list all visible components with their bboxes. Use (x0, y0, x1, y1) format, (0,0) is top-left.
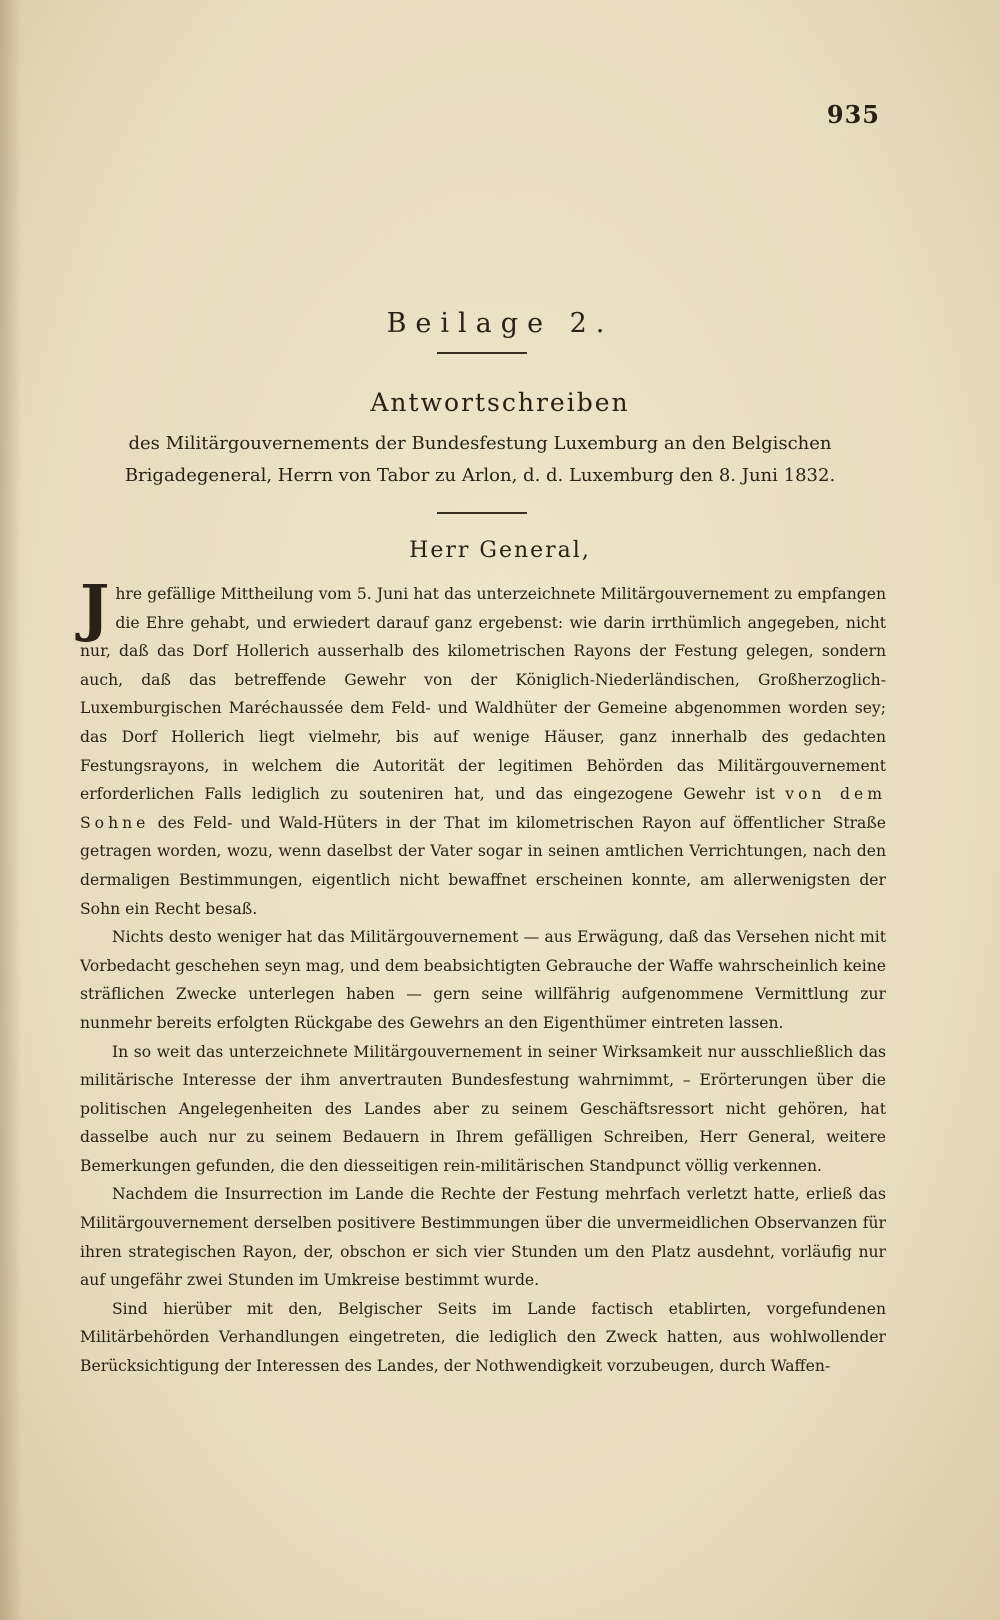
paragraph-3: In so weit das unterzeichnete Militärgouvernement in seiner Wirksamkeit nur ausschließlich das militärische Interesse der ihm anvertrauten Bundesfestung wahrnimmt, – Erörterungen über die politischen Angelegenheiten des Landes aber zu seinem Geschäftsressort nicht gehören, hat dasselbe auch nur zu seinem Bedauern in Ihrem gefälligen Schreiben, Herr General, weitere Bemerkungen gefunden, die den diesseitigen rein-militärischen Standpunct völlig verkennen. (80, 1042, 886, 1175)
emphasized-text: von dem Sohne (80, 785, 886, 832)
subtitle-divider (437, 512, 527, 514)
paragraph-1-text-b: des Feld- und Wald-Hüters in der That im kilometrischen Rayon auf öffentlicher Straße getragen worden, wozu, wenn daselbst der Vater sogar in seinen amtlichen Verrichtungen, nach den dermaligen Bestimmungen, eigentlich nicht bewaffnet erscheinen konnte, am allerwenigsten der Sohn ein Recht besaß. (80, 813, 886, 918)
paragraph-1 (80, 571, 886, 923)
page-number: 935 (826, 100, 880, 129)
binding-shadow (0, 0, 22, 1620)
paragraph-5: Sind hierüber mit den, Belgischer Seits im Lande factisch etablirten, vorgefundenen Militärbehörden Verhandlungen eingetreten, die lediglich den Zweck hatten, aus wohlwollender Berücksichtigung der Interessen des Landes, der Nothwendigkeit vorzubeugen, durch Waffen- (80, 1299, 886, 1376)
letter-title: Antwortschreiben (370, 388, 630, 417)
letter-subtitle: des Militärgouvernements der Bundesfestung Luxemburg an den Belgischen Brigadegeneral, Herrn von Tabor zu Arlon, d. d. Luxemburg den 8. Juni 1832. (124, 433, 836, 486)
appendix-heading: Beilage 2. (386, 308, 614, 339)
paragraph-2: Nichts desto weniger hat das Militärgouvernement — aus Erwägung, daß das Versehen nicht mit Vorbedacht geschehen seyn mag, und dem beabsichtigten Gebrauche der Waffe wahrscheinlich keine sträflichen Zwecke unterlegen haben — gern seine willfährig aufgenommene Vermittlung zur nunmehr bereits erfolgten Rückgabe des Gewehrs an den Eigenthümer eintreten lassen. (80, 928, 886, 1032)
drop-cap: J (80, 571, 110, 644)
salutation: Herr General, (409, 538, 591, 563)
letter-body (80, 571, 886, 1381)
paragraph-1-text-a: hre gefällige Mittheilung vom 5. Juni hat das unterzeichnete Militärgouvernement zu empfangen die Ehre gehabt, und erwiedert darauf ganz ergebenst: wie darin irrthümlich angegeben, nicht nur, daß das Dorf Hollerich ausserhalb des kilometrischen Rayons der Festung gelegen, sondern auch, daß das betreffende Gewehr von der Königlich-Niederländischen, Großherzoglich-Luxemburgischen Maréchaussée dem Feld- und Waldhüter der Gemeine abgenommen worden sey; das Dorf Hollerich liegt vielmehr, bis auf wenige Häuser, ganz innerhalb des gedachten Festungsrayons, in welchem die Autorität der legitimen Behörden das Militärgouvernement erforderlichen Falls lediglich zu souteniren hat, und das eingezogene Gewehr ist (80, 585, 886, 804)
paragraph-4: Nachdem die Insurrection im Lande die Rechte der Festung mehrfach verletzt hatte, erließ das Militärgouvernement derselben positivere Bestimmungen über die unvermeidlichen Observanzen für ihren strategischen Rayon, der, obschon er sich vier Stunden um den Platz ausdehnt, vorläufig nur auf ungefähr zwei Stunden im Umkreise bestimmt wurde. (80, 1185, 886, 1290)
heading-divider (437, 352, 527, 354)
